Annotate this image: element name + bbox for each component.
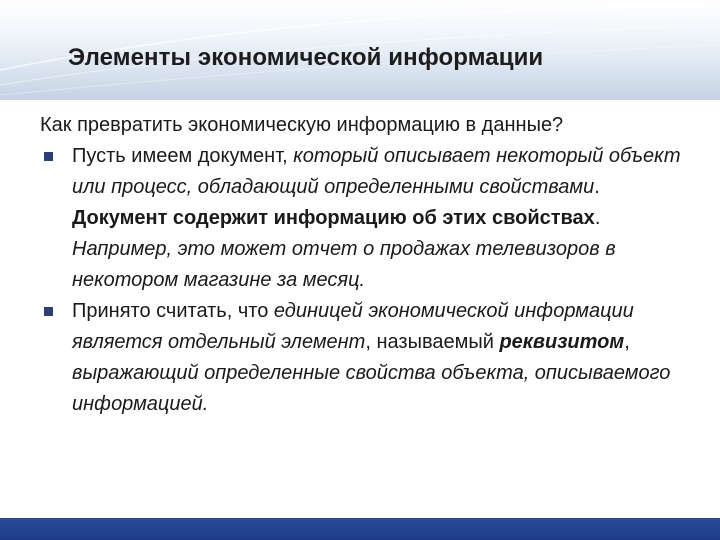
bullet2-text-4: реквизитом [499, 331, 625, 353]
square-bullet-icon [44, 152, 53, 161]
bullet1-text-6: Например, это может отчет о продажах телевизоров в некотором магазине за месяц. [72, 238, 616, 291]
footer-bar [0, 518, 720, 540]
bullet1-text-3: . [594, 176, 600, 198]
bullet1-text-5: . [594, 207, 601, 229]
bullet2-text-6: выражающий определенные свойства объекта, описываемого информацией. [72, 362, 671, 415]
bullet2-text-1: Принято считать, что [72, 300, 274, 322]
bullet2-text-3: , называемый [365, 331, 500, 353]
bullet2-text-2: единицей экономической информации является отдельный элемент [72, 300, 634, 353]
bullet-item-document [40, 141, 690, 296]
slide-body [40, 110, 690, 420]
header-band [0, 0, 720, 100]
intro-question: Как превратить экономическую информацию в данные? [40, 114, 564, 136]
bullet1-text-4: Документ содержит информацию об этих свойствах [72, 207, 595, 229]
bullet1-text-2: который описывает некоторый объект или процесс, обладающий определенными свойствами [72, 145, 681, 198]
slide-title: Элементы экономической информации [68, 44, 544, 71]
bullet1-text-1: Пусть имеем документ, [72, 145, 294, 167]
bullet-item-requisite [40, 296, 690, 420]
bullet2-text-5: , [624, 331, 630, 353]
square-bullet-icon [44, 307, 53, 316]
